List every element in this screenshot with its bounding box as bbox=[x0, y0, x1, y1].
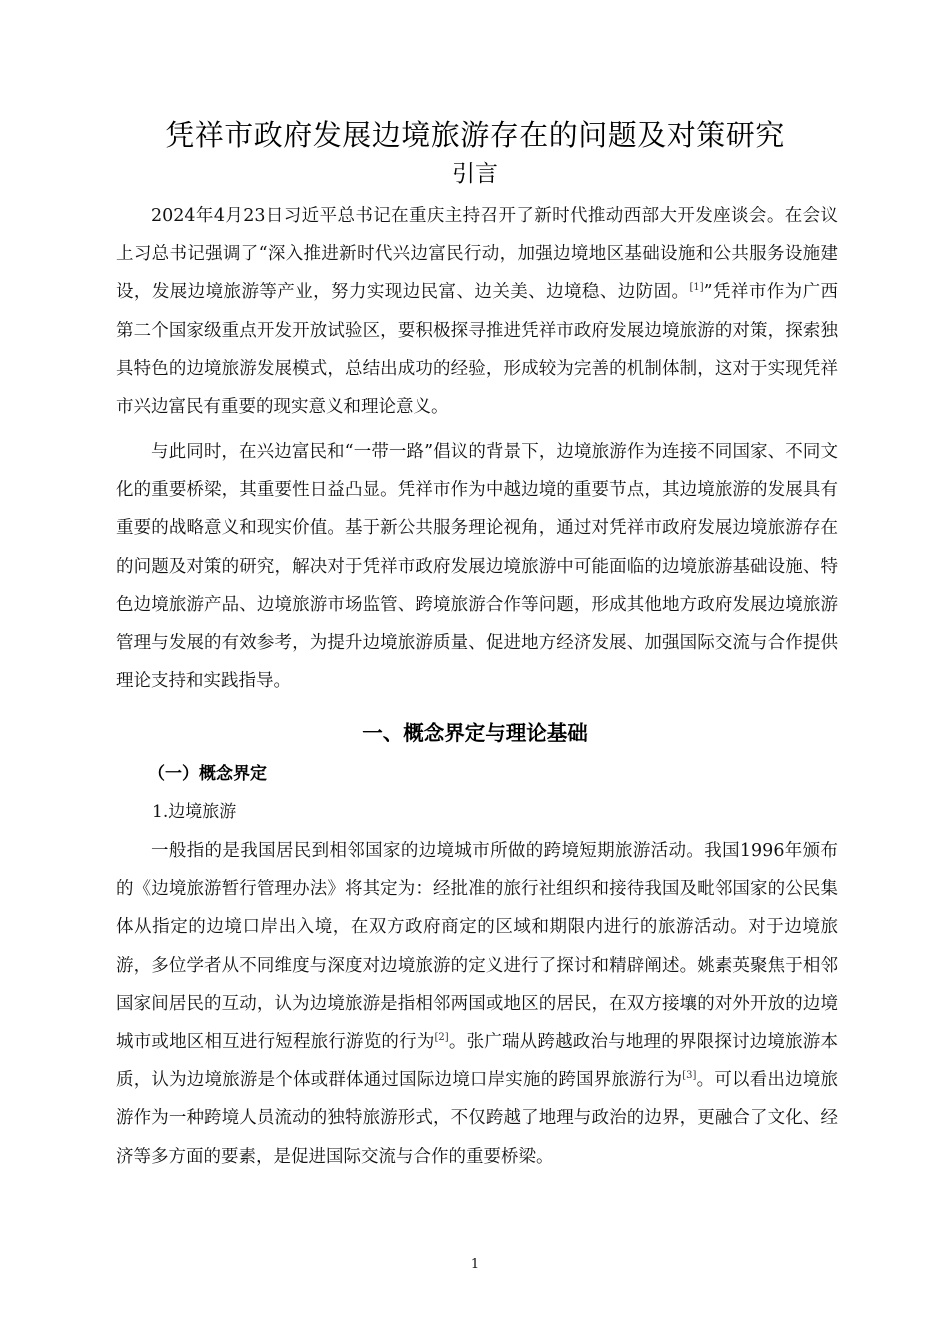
paragraph-text: 与此同时，在兴边富民和“一带一路”倡议的背景下，边境旅游作为连接不同国家、不同文化的重要桥梁，其重要性日益凸显。凭祥市作为中越边境的重要节点，其边境旅游的发展具有重要的战略意义和现实价值。基于新公共服务理论视角，通过对凭祥市政府发展边境旅游存在的问题及对策的研究，解决对于凭祥市政府发展边境旅游中可能面临的边境旅游基础设施、特色边境旅游产品、边境旅游市场监管、跨境旅游合作等问题，形成其他地方政府发展边境旅游管理与发展的有效参考，为提升边境旅游质量、促进地方经济发展、加强国际交流与合作提供理论支持和实践指导。 bbox=[116, 442, 838, 692]
citation-ref-2: [2] bbox=[434, 1032, 449, 1044]
paragraph-text: 2024年4月23日习近平总书记在重庆主持召开了新时代推动西部大开发座谈会。在会议上习总书记强调了“深入推进新时代兴边富民行动，加强边境地区基础设施和公共服务设施建设，发展边境旅游等产业，努力实现边民富、边关美、边境稳、边防固。 bbox=[116, 206, 838, 303]
document-title: 凭祥市政府发展边境旅游存在的问题及对策研究 bbox=[165, 118, 785, 152]
subsection-heading: 1.边境旅游 bbox=[152, 802, 237, 822]
section-intro-heading: 引言 bbox=[452, 161, 498, 187]
paragraph-intro-2 bbox=[116, 433, 838, 700]
paragraph-text: ”凭祥市作为广西第二个国家级重点开发开放试验区，要积极探寻推进凭祥市政府发展边境旅游的对策，探索独具特色的边境旅游发展模式，总结出成功的经验，形成较为完善的机制体制，这对于实现凭祥市兴边富民有重要的现实意义和理论意义。 bbox=[116, 282, 838, 418]
chapter-heading: 一、概念界定与理论基础 bbox=[362, 721, 588, 745]
paragraph-text: 。张广瑞从跨越政治与地理的界限探讨边境旅游本质，认为边境旅游是个体或群体通过国际边境口岸实施的跨国界旅游行为 bbox=[116, 1032, 839, 1091]
paragraph-definition bbox=[116, 832, 838, 1176]
page-number: 1 bbox=[470, 1257, 480, 1272]
paragraph-intro-1 bbox=[116, 197, 838, 426]
citation-ref-1: [1] bbox=[689, 282, 704, 294]
section-heading: （一）概念界定 bbox=[148, 764, 267, 784]
citation-ref-3: [3] bbox=[682, 1070, 697, 1082]
paragraph-text: 。可以看出边境旅游作为一种跨境人员流动的独特旅游形式，不仅跨越了地理与政治的边界，更融合了文化、经济等多方面的要素，是促进国际交流与合作的重要桥梁。 bbox=[116, 1070, 839, 1167]
paragraph-text: 一般指的是我国居民到相邻国家的边境城市所做的跨境短期旅游活动。我国1996年颁布的《边境旅游暂行管理办法》将其定为：经批准的旅行社组织和接待我国及毗邻国家的公民集体从指定的边境口岸出入境，在双方政府商定的区域和期限内进行的旅游活动。对于边境旅游，多位学者从不同维度与深度对边境旅游的定义进行了探讨和精辟阐述。姚素英聚焦于相邻国家间居民的互动，认为边境旅游是指相邻两国或地区的居民，在双方接壤的对外开放的边境城市或地区相互进行短程旅行游览的行为 bbox=[116, 841, 838, 1053]
